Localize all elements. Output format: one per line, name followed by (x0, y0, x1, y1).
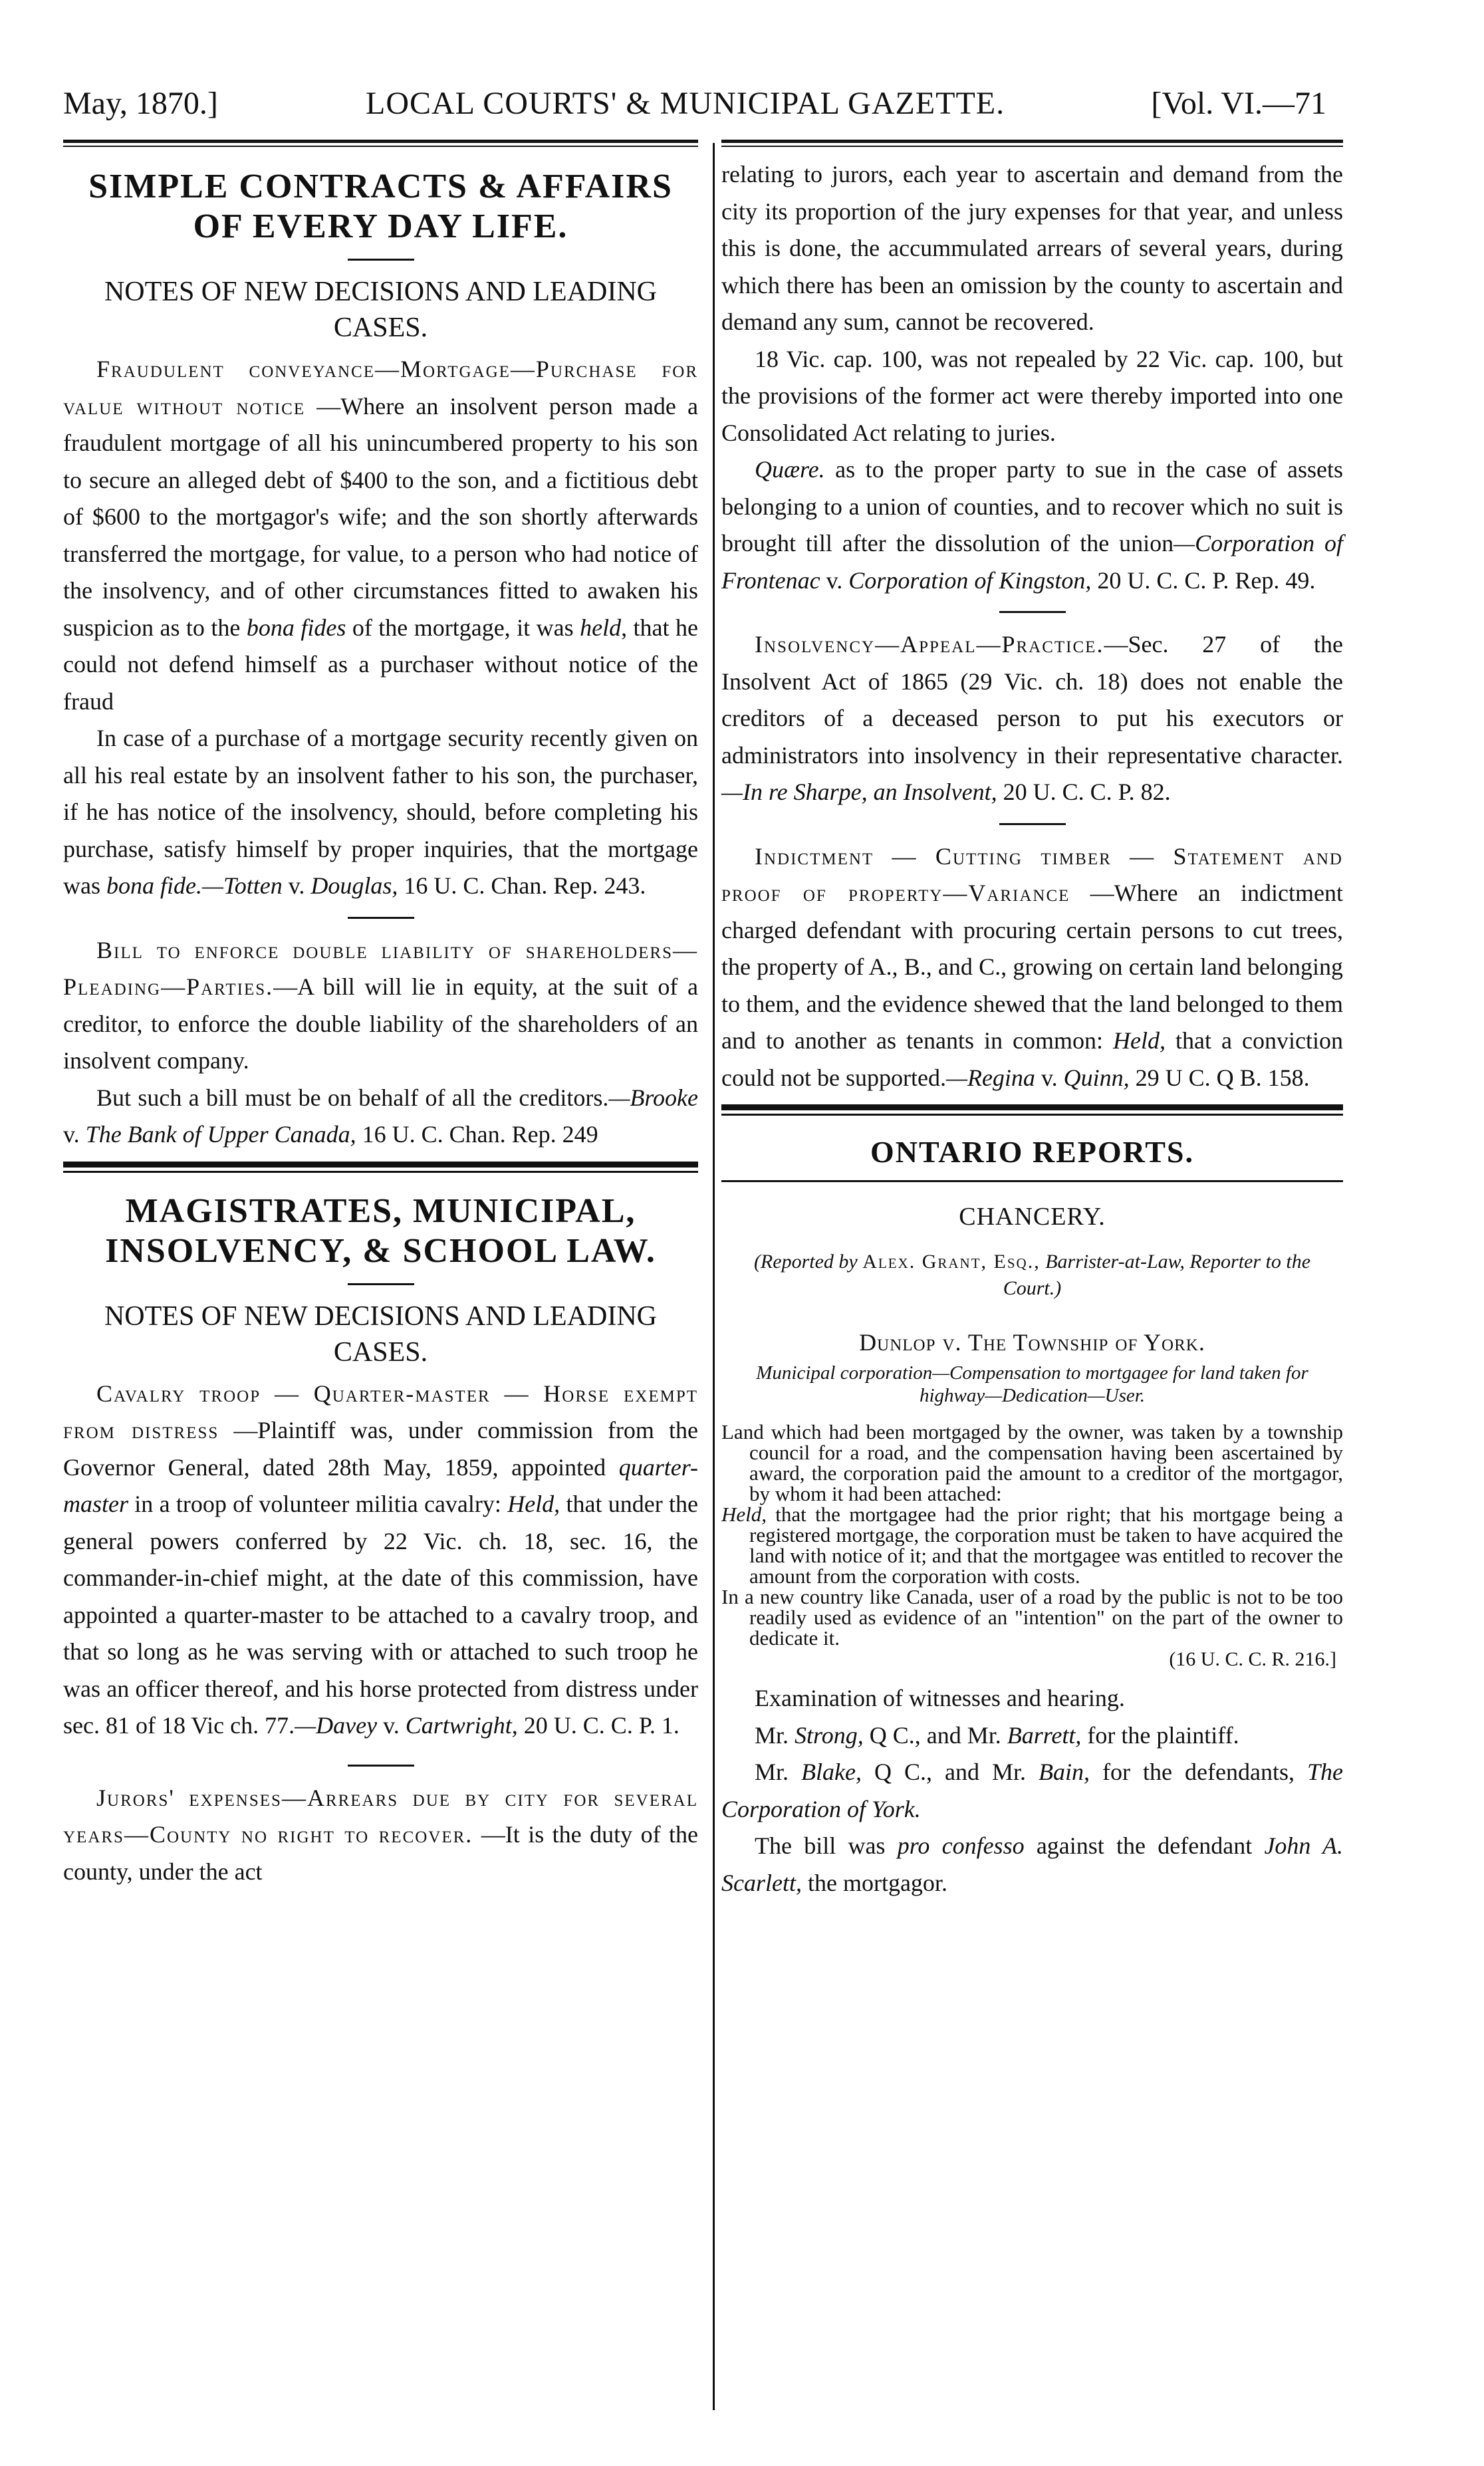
right-column (721, 140, 1343, 1902)
short-rule (999, 611, 1066, 613)
report-paragraph: Examination of witnesses and hearing. (755, 1685, 1125, 1711)
court-name: CHANCERY. (959, 1203, 1106, 1231)
header-date: May, 1870.] (63, 86, 218, 121)
short-rule (348, 1765, 414, 1767)
case-note-insolvency-appeal: Insolvency—Appeal—Practice.—Sec. 27 of the Insolvent Act of 1865 (29 Vic. ch. 18) does not enable the creditors of a deceased person to put his executors or administrators into insolvency in their representative character.—In re Sharpe, an Insolvent, 20 U. C. C. P. 82. (721, 631, 1343, 805)
column-divider (713, 143, 715, 2410)
reporter-line: (Reported by Alex. Grant, Esq., Barrister-at-Law, Reporter to the Court.) (753, 1251, 1311, 1299)
header-rule (63, 140, 698, 147)
case-name: Dunlop v. The Township of York. (859, 1329, 1205, 1356)
header-rule (721, 140, 1343, 147)
case-note-double-liability: Bill to enforce double liability of shareholders—Pleading—Parties.—A bill will lie in equity, at the suit of a creditor, to enforce the double liability of the shareholders of an insolvent company. (63, 936, 698, 1074)
report-paragraph: Mr. Strong, Q C., and Mr. Barrett, for the plaintiff. (755, 1721, 1239, 1749)
running-header (63, 85, 1326, 132)
headnote-citation: (16 U. C. C. R. 216.] (1169, 1648, 1336, 1670)
header-volume: [Vol. VI.—71 (1151, 86, 1326, 121)
short-rule (348, 259, 414, 261)
headnote: In a new country like Canada, user of a road by the public is not to be too readily used as evidence of an "intention" on the part of the owner to dedicate it. (721, 1585, 1343, 1650)
case-note-indictment: Indictment — Cutting timber — Statement and proof of property—Variance —Where an indictment charged defendant with procuring certain persons to cut trees, the property of A., B., and C., growing on certain land belonging to them, and the evidence shewed that the land belonged to them and to another as tenants in common: Held, that a conviction could not be supported.—Regina v. Quinn, 29 U C. Q B. 158. (721, 842, 1344, 1091)
short-rule (348, 1283, 414, 1285)
report-paragraph: Mr. Blake, Q C., and Mr. Bain, for the defendants, The Corporation of York. (721, 1759, 1343, 1822)
header-title: LOCAL COURTS' & MUNICIPAL GAZETTE. (366, 86, 1005, 121)
case-note-continued: relating to jurors, each year to ascertain and demand from the city its proportion of the jury expenses for that year, and unless this is done, the accummulated arrears of several years, during which there has been an omission by the county to ascertain and demand any sum, cannot be recovered. (721, 161, 1343, 335)
case-subject: Municipal corporation—Compensation to mortgagee for land taken for highway—Dedication—User. (756, 1362, 1308, 1406)
short-rule (999, 823, 1066, 825)
section-title: SIMPLE CONTRACTS & AFFAIRS OF EVERY DAY LIFE. (88, 168, 673, 245)
reports-title: ONTARIO REPORTS. (870, 1135, 1195, 1169)
case-note-paragraph: In case of a purchase of a mortgage security recently given on all his real estate by an insolvent father to his son, the purchaser, if he has notice of the insolvency, should, before completing his purchase, satisfy himself by proper inquiries, that the mortgage was bona fide.—Totten v. Douglas, 16 U. C. Chan. Rep. 243. (63, 725, 698, 899)
left-column (63, 140, 698, 1890)
section-rule (63, 1162, 698, 1173)
case-note-paragraph: 18 Vic. cap. 100, was not repealed by 22 Vic. cap. 100, but the provisions of the former act were thereby imported into one Consolidated Act relating to juries. (721, 345, 1343, 446)
case-note-paragraph: Quære. as to the proper party to sue in the case of assets belonging to a union of counties, and to recover which no suit is brought till after the dissolution of the union—Corporation of Frontenac v. Corporation of Kingston, 20 U. C. C. P. Rep. 49. (721, 456, 1344, 594)
section-rule (721, 1104, 1343, 1116)
case-note-fraudulent-conveyance: Fraudulent conveyance—Mortgage—Purchase for value without notice —Where an insolvent person made a fraudulent mortgage of all his unincumbered property to his son to secure an alleged debt of $400 to the son, and a fictitious debt of $600 to the mortgagor's wife; and the son shortly afterwards transferred the mortgage, for value, to a person who had notice of the insolvency, and of other circumstances fitted to awaken his suspicion as to the bona fides of the mortgage, it was held, that he could not defend himself as a purchaser without notice of the fraud (63, 356, 699, 715)
case-note-paragraph: But such a bill must be on behalf of all the creditors.—Brooke v. The Bank of Upper Canada, 16 U. C. Chan. Rep. 249 (63, 1084, 698, 1148)
headnote: Land which had been mortgaged by the owner, was taken by a township council for a road, and the compensation having been ascertained by award, the corporation paid the amount to a creditor of the mortgagor, by whom it had been attached: (721, 1420, 1343, 1505)
section-subtitle: NOTES OF NEW DECISIONS AND LEADING CASES. (104, 1300, 658, 1368)
headnote: Held, that the mortgagee had the prior right; that his mortgage being a registered mortgage, the corporation must be taken to have acquired the land with notice of it; and that the mortgagee was entitled to recover the amount from the corporation with costs. (721, 1503, 1343, 1588)
case-note-cavalry-troop: Cavalry troop — Quarter-master — Horse exempt from distress —Plaintiff was, under commission from the Governor General, dated 28th May, 1859, appointed quarter-master in a troop of volunteer militia cavalry: Held, that under the general powers conferred by 22 Vic. ch. 18, sec. 16, the commander-in-chief might, at the date of this commission, have appointed a quarter-master to be attached to a cavalry troop, and that so long as he was serving with or attached to such troop he was an officer thereof, and his horse protected from distress under sec. 81 of 18 Vic ch. 77.—Davey v. Cartwright, 20 U. C. C. P. 1. (63, 1380, 699, 1739)
section-subtitle: NOTES OF NEW DECISIONS AND LEADING CASES. (104, 277, 658, 343)
case-note-jurors-expenses: Jurors' expenses—Arrears due by city for several years—County no right to recover. —It is the duty of the county, under the act (63, 1784, 698, 1885)
short-rule (348, 917, 414, 919)
section-title: MAGISTRATES, MUNICIPAL, INSOLVENCY, & SCHOOL LAW. (105, 1191, 656, 1270)
report-paragraph: The bill was pro confesso against the defendant John A. Scarlett, the mortgagor. (721, 1832, 1343, 1896)
thin-rule (721, 1180, 1343, 1182)
